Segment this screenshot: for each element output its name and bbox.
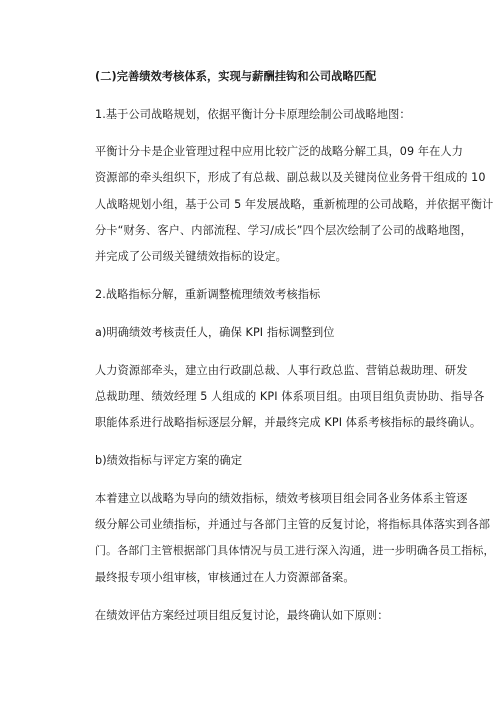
section-heading: (二)完善绩效考核体系，实现与薪酬挂钩和公司战略匹配	[95, 70, 377, 83]
item2-heading: 2.战略指标分解，重新调整梳理绩效考核指标	[95, 288, 321, 301]
sub-b-heading: b)绩效指标与评定方案的确定	[95, 454, 243, 467]
sub-a-heading: a)明确绩效考核责任人，确保 KPI 指标调整到位	[95, 326, 335, 339]
para1-line-2: 资源部的牵头组织下，形成了有总裁、副总裁以及关键岗位业务骨干组成的 10	[95, 171, 486, 184]
para2-line-1: 人力资源部牵头，建立由行政副总裁、人事行政总监、营销总裁助理、研发	[95, 364, 468, 377]
para1-line-4: 分卡“财务、客户、内部流程、学习/成长”四个层次绘制了公司的战略地图，	[95, 224, 472, 237]
para3-line-3: 门。各部门主管根据部门具体情况与员工进行深入沟通，进一步明确各员工指标，	[95, 544, 495, 557]
para2-line-3: 职能体系进行战略指标逐层分解，并最终完成 KPI 体系考核指标的最终确认。	[95, 416, 482, 429]
para3-line-1: 本着建立以战略为导向的绩效指标，绩效考核项目组会同各业务体系主管逐	[95, 492, 468, 505]
para1-line-5: 并完成了公司级关键绩效指标的设定。	[95, 250, 287, 263]
para4: 在绩效评估方案经过项目组反复讨论，最终确认如下原则：	[95, 609, 389, 622]
para2-line-2: 总裁助理、绩效经理 5 人组成的 KPI 体系项目组。由项目组负责协助、指导各	[95, 390, 485, 403]
para1-line-3: 人战略规划小组，基于公司 5 年发展战略，重新梳理的公司战略，并依据平衡计	[95, 198, 494, 211]
para3-line-4: 最终报专项小组审核，审核通过在人力资源部备案。	[95, 571, 355, 584]
para3-line-2: 级分解公司业绩指标，并通过与各部门主管的反复讨论，将指标具体落实到各部	[95, 518, 491, 531]
para1-line-1: 平衡计分卡是企业管理过程中应用比较广泛的战略分解工具，09 年在人力	[95, 145, 464, 158]
item1-heading: 1.基于公司战略规划，依据平衡计分卡原理绘制公司战略地图：	[95, 108, 411, 121]
